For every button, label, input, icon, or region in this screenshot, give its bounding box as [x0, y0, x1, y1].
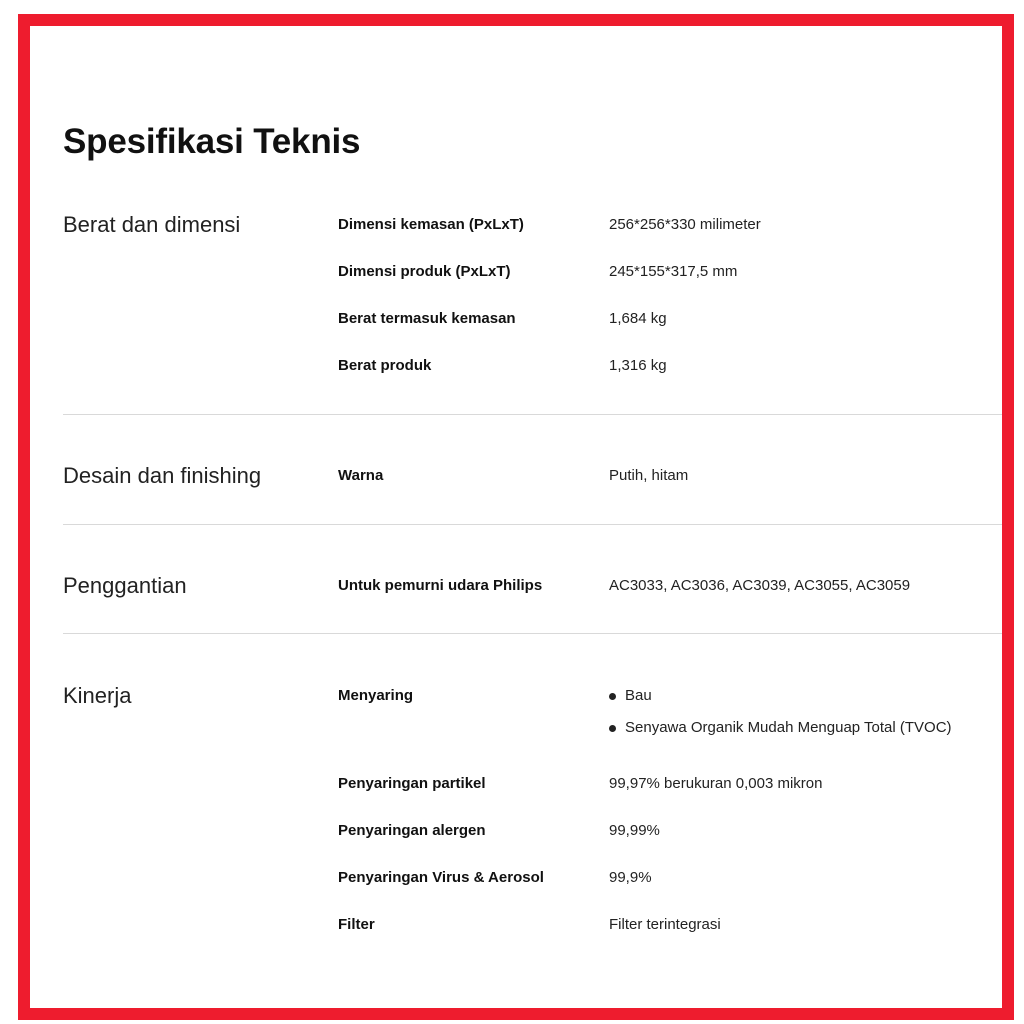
spec-label: Penyaringan partikel — [338, 775, 486, 792]
list-item-text: Senyawa Organik Mudah Menguap Total (TVOC) — [625, 719, 952, 736]
spec-row — [63, 687, 1002, 751]
spec-row — [63, 216, 1002, 240]
spec-value: 1,684 kg — [609, 310, 667, 327]
section-divider — [63, 524, 1002, 525]
page-title: Spesifikasi Teknis — [63, 122, 361, 161]
spec-label: Menyaring — [338, 687, 414, 704]
spec-value: 99,97% berukuran 0,003 mikron — [609, 775, 823, 792]
spec-row — [63, 467, 1002, 491]
spec-row — [63, 822, 1002, 846]
spec-value: Putih, hitam — [609, 467, 689, 484]
spec-value: 245*155*317,5 mm — [609, 263, 738, 280]
spec-row — [63, 263, 1002, 287]
spec-label: Untuk pemurni udara Philips — [338, 577, 543, 594]
section-title: Kinerja — [63, 683, 132, 708]
spec-row — [63, 310, 1002, 334]
section-title: Desain dan finishing — [63, 463, 262, 488]
spec-label: Berat termasuk kemasan — [338, 310, 516, 327]
spec-value: 1,316 kg — [609, 357, 667, 374]
spec-label: Penyaringan Virus & Aerosol — [338, 869, 544, 886]
list-item-text: Bau — [625, 687, 652, 704]
spec-value: Filter terintegrasi — [609, 916, 721, 933]
spec-row — [63, 775, 1002, 799]
spec-value: 99,9% — [609, 869, 652, 886]
spec-value: 256*256*330 milimeter — [609, 216, 761, 233]
list-item — [609, 687, 952, 719]
bullet-icon — [609, 693, 616, 700]
spec-value: 99,99% — [609, 822, 660, 839]
section-title: Berat dan dimensi — [63, 212, 241, 237]
spec-row — [63, 869, 1002, 893]
section-divider — [63, 414, 1002, 415]
spec-card — [18, 14, 1014, 1020]
bullet-icon — [609, 725, 616, 732]
spec-row — [63, 357, 1002, 381]
spec-row — [63, 916, 1002, 940]
spec-label: Berat produk — [338, 357, 432, 374]
spec-label: Dimensi kemasan (PxLxT) — [338, 216, 524, 233]
filter-targets-list — [609, 687, 952, 751]
spec-label: Warna — [338, 467, 384, 484]
spec-row — [63, 577, 1002, 601]
spec-label: Dimensi produk (PxLxT) — [338, 263, 511, 280]
spec-label: Filter — [338, 916, 375, 933]
list-item — [609, 719, 952, 751]
section-title: Penggantian — [63, 573, 187, 598]
section-divider — [63, 633, 1002, 634]
spec-value: AC3033, AC3036, AC3039, AC3055, AC3059 — [609, 577, 911, 594]
spec-label: Penyaringan alergen — [338, 822, 486, 839]
